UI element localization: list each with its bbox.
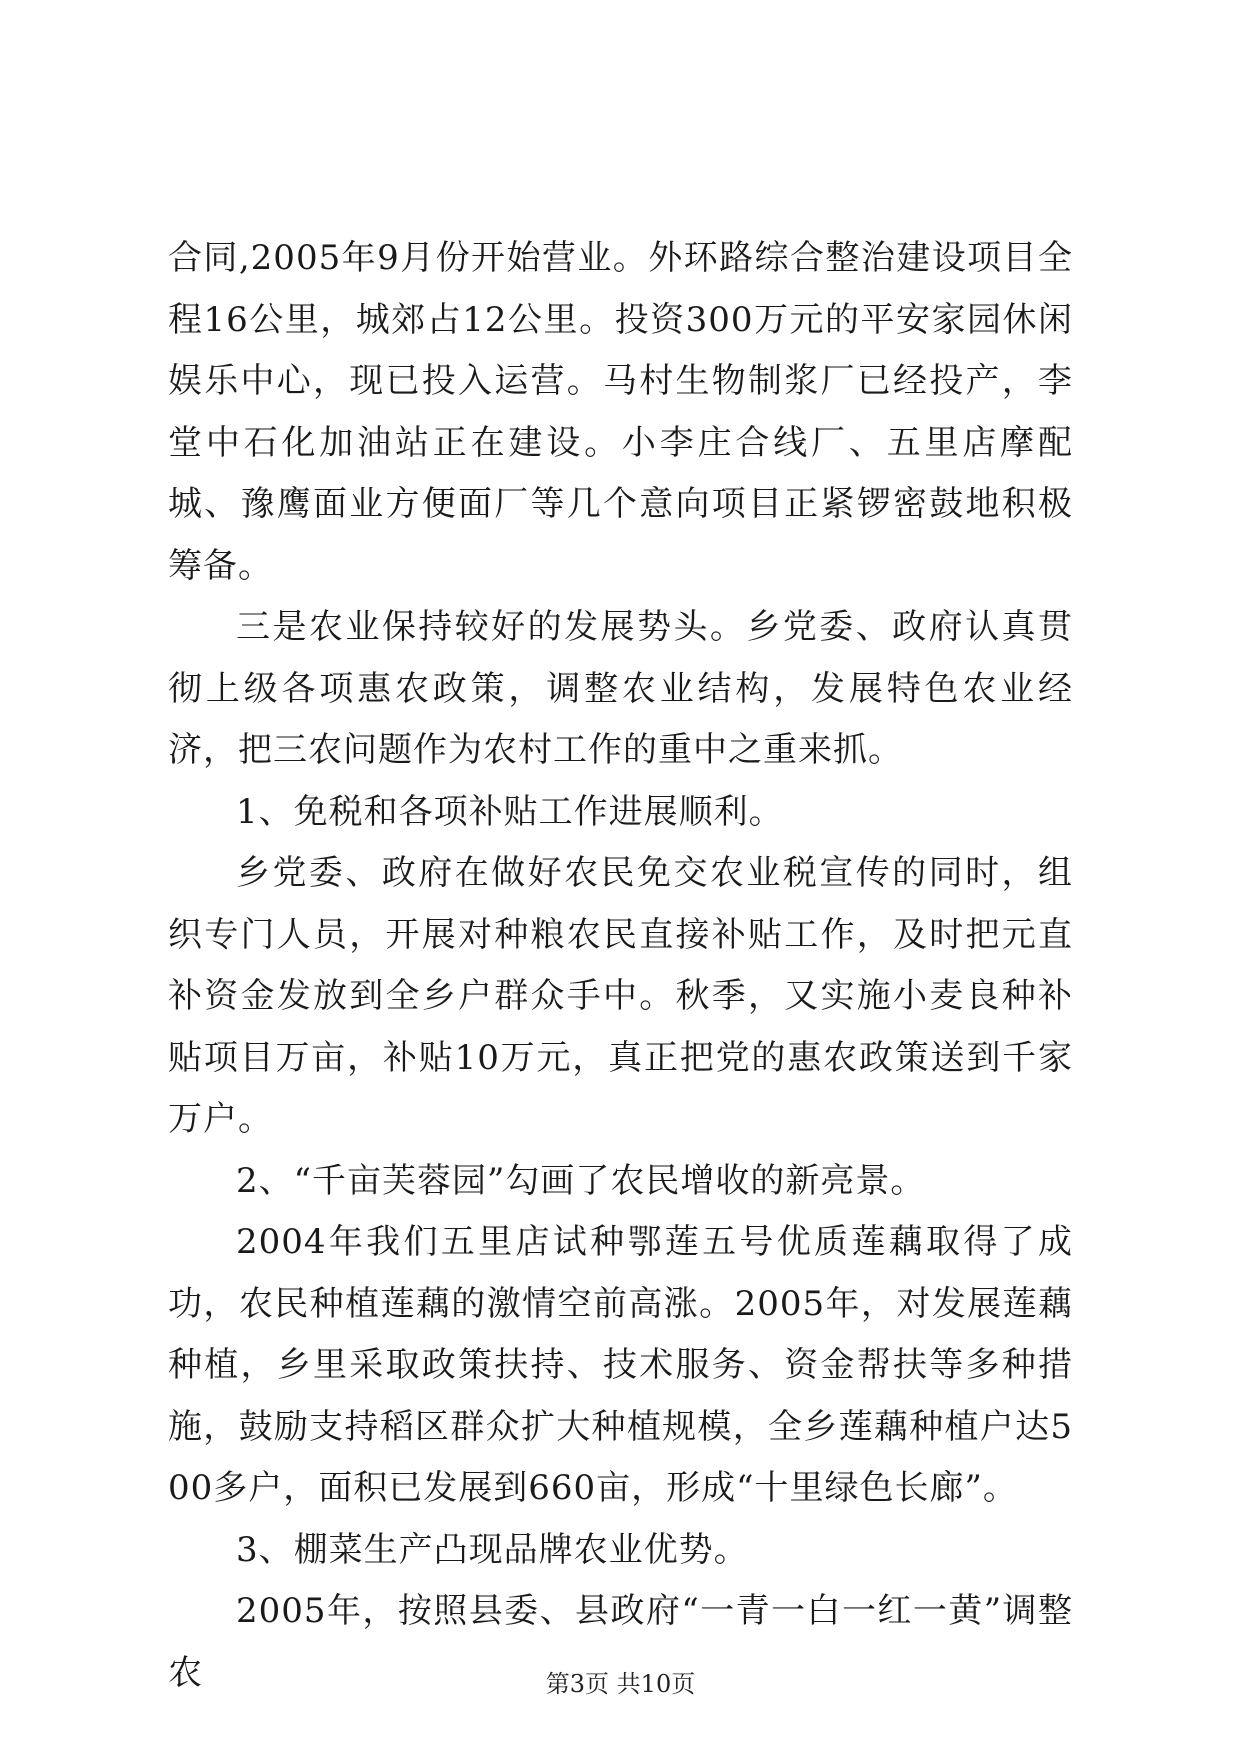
paragraph-lotus-garden: 2004年我们五里店试种鄂莲五号优质莲藕取得了成功，农民种植莲藕的激情空前高涨。2005年，对发展莲藕种植，乡里采取政策扶持、技术服务、资金帮扶等多种措施，鼓励支持稻区群众扩大种植规模，全乡莲藕种植户达500多户，面积已发展到660亩，形成“十里绿色长廊”。 <box>168 1222 1073 1508</box>
document-body <box>168 228 1073 1704</box>
subheading-lotus-garden: 2、“千亩芙蓉园”勾画了农民增收的新亮景。 <box>236 1160 926 1201</box>
paragraph-greenhouse-vegetables: 2005年，按照县委、县政府“一青一白一红一黄”调整农 <box>168 1591 1073 1693</box>
paragraph-tax-subsidy: 乡党委、政府在做好农民免交农业税宣传的同时，组织专门人员，开展对种粮农民直接补贴工作，及时把元直补资金发放到全乡户群众手中。秋季，又实施小麦良种补贴项目万亩，补贴10万元，真正把党的惠农政策送到千家万户。 <box>168 853 1073 1139</box>
paragraph-agriculture-intro: 三是农业保持较好的发展势头。乡党委、政府认真贯彻上级各项惠农政策，调整农业结构，发展特色农业经济，把三农问题作为农村工作的重中之重来抓。 <box>168 607 1073 770</box>
paragraph-continued: 合同,2005年9月份开始营业。外环路综合整治建设项目全程16公里，城郊占12公里。投资300万元的平安家园休闲娱乐中心，现已投入运营。马村生物制浆厂已经投产，李堂中石化加油站正在建设。小李庄合线厂、五里店摩配城、豫鹰面业方便面厂等几个意向项目正紧锣密鼓地积极筹备。 <box>168 238 1073 586</box>
subheading-tax-subsidy: 1、免税和各项补贴工作进展顺利。 <box>236 791 784 832</box>
page-number-footer: 第3页 共10页 <box>545 1670 696 1698</box>
subheading-greenhouse-vegetables: 3、棚菜生产凸现品牌农业优势。 <box>236 1529 749 1570</box>
